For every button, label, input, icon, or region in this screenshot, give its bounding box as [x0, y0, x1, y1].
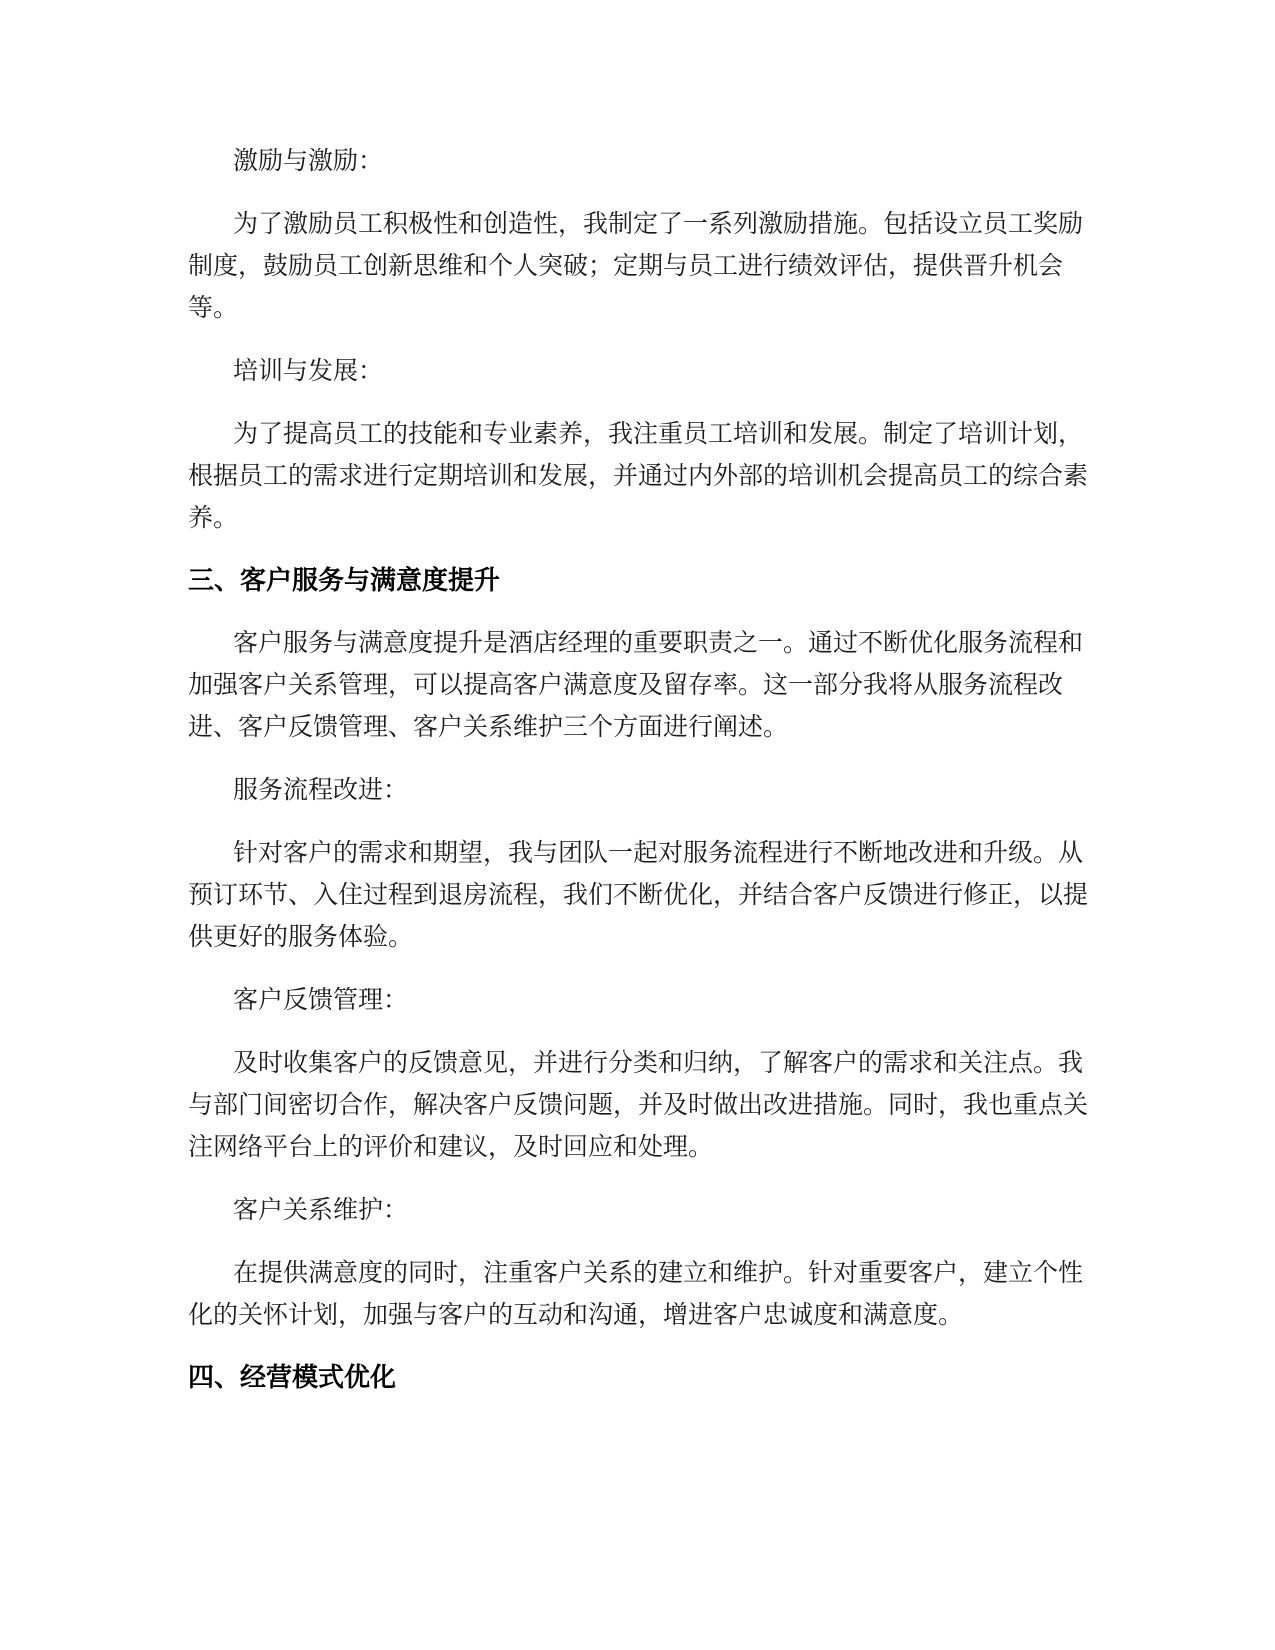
document-body	[188, 140, 1088, 1399]
subheading-service-process: 服务流程改进：	[233, 775, 409, 804]
section-heading-business-model: 四、经营模式优化	[188, 1363, 397, 1393]
paragraph-incentives: 为了激励员工积极性和创造性，我制定了一系列激励措施。包括设立员工奖励制度，鼓励员工创新思维和个人突破；定期与员工进行绩效评估，提供晋升机会等。	[188, 209, 1084, 322]
paragraph-training: 为了提高员工的技能和专业素养，我注重员工培训和发展。制定了培训计划，根据员工的需求进行定期培训和发展，并通过内外部的培训机会提高员工的综合素养。	[188, 419, 1089, 532]
subheading-relationship: 客户关系维护：	[233, 1195, 409, 1224]
subheading-training: 培训与发展：	[233, 356, 384, 385]
paragraph-customer-service-intro: 客户服务与满意度提升是酒店经理的重要职责之一。通过不断优化服务流程和加强客户关系管理，可以提高客户满意度及留存率。这一部分我将从服务流程改进、客户反馈管理、客户关系维护三个方面进行阐述。	[188, 628, 1084, 741]
subheading-feedback: 客户反馈管理：	[233, 985, 409, 1014]
paragraph-relationship: 在提供满意度的同时，注重客户关系的建立和维护。针对重要客户，建立个性化的关怀计划，加强与客户的互动和沟通，增进客户忠诚度和满意度。	[188, 1258, 1084, 1329]
section-heading-customer-service: 三、客户服务与满意度提升	[188, 566, 501, 596]
paragraph-feedback: 及时收集客户的反馈意见，并进行分类和归纳，了解客户的需求和关注点。我与部门间密切合作，解决客户反馈问题，并及时做出改进措施。同时，我也重点关注网络平台上的评价和建议，及时回应和处理。	[188, 1048, 1089, 1161]
paragraph-service-process: 针对客户的需求和期望，我与团队一起对服务流程进行不断地改进和升级。从预订环节、入住过程到退房流程，我们不断优化，并结合客户反馈进行修正，以提供更好的服务体验。	[188, 838, 1089, 951]
subheading-incentives: 激励与激励：	[233, 146, 384, 175]
